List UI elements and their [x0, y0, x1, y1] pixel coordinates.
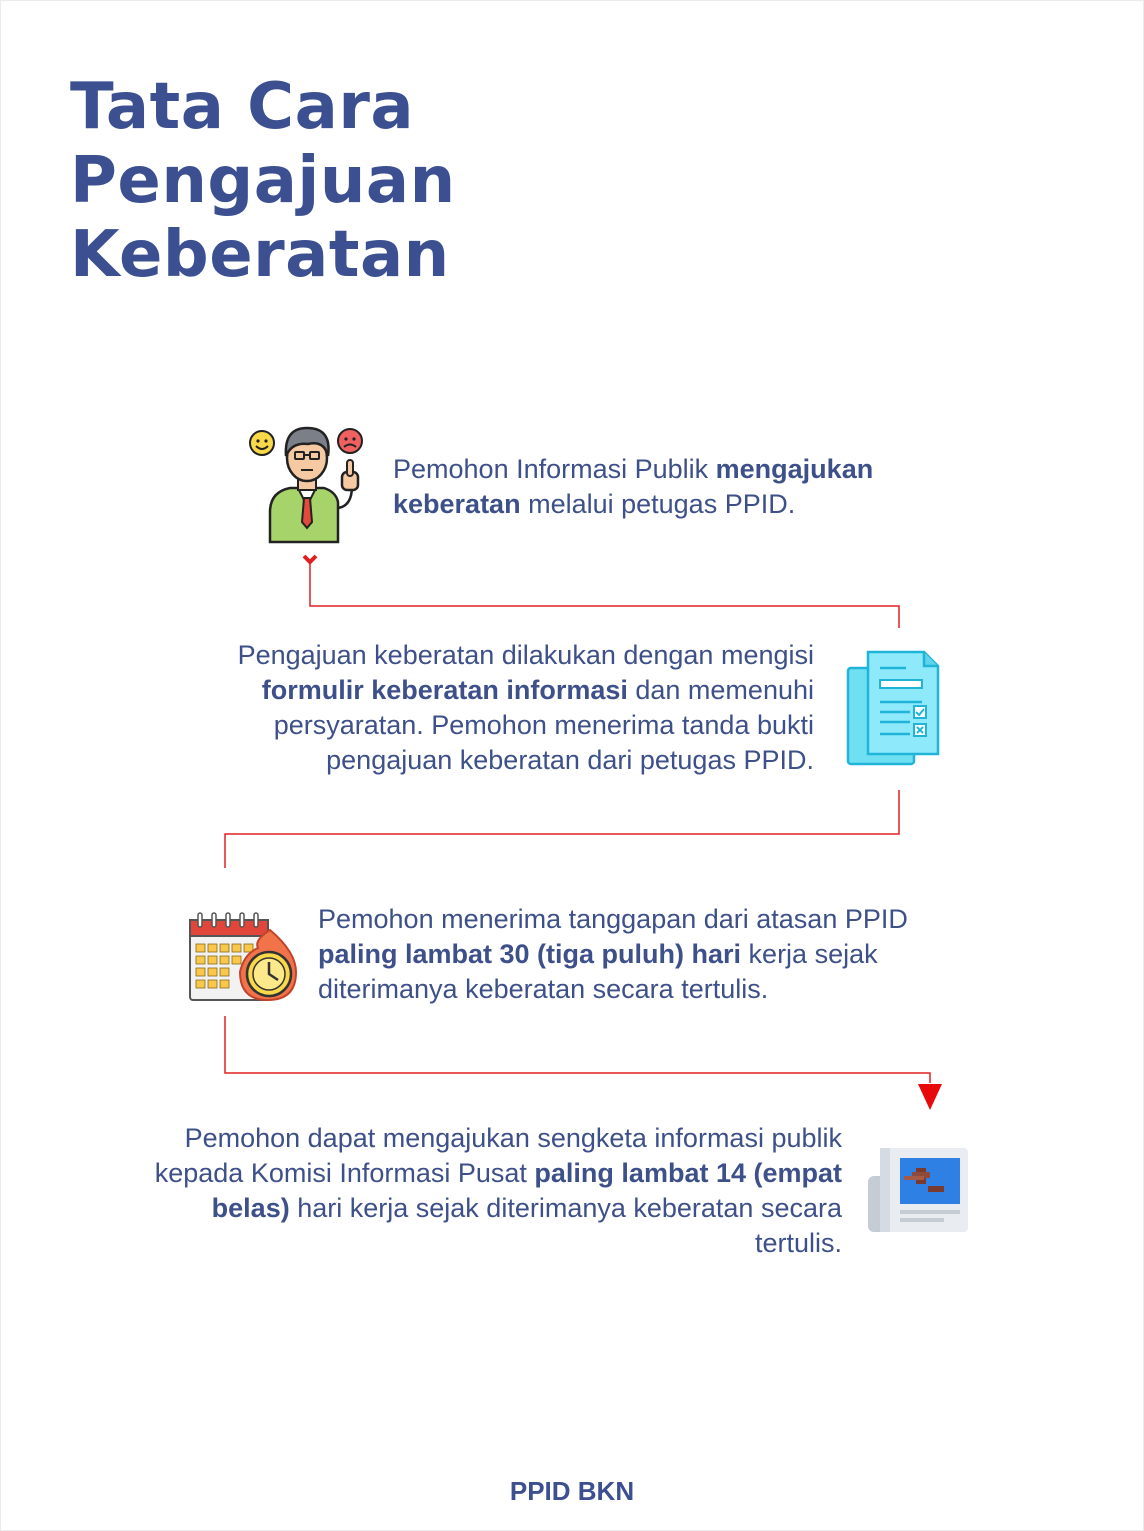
- title-line-3: Keberatan: [70, 218, 450, 292]
- step-3-text-part-1: Pemohon menerima tanggapan dari atasan PPID: [318, 904, 908, 934]
- calendar-deadline-icon: [188, 910, 300, 1004]
- step-2-text: [150, 638, 814, 778]
- step-1-text: [393, 452, 953, 522]
- person-feedback-icon: [246, 422, 368, 544]
- step-4-text: [140, 1121, 842, 1261]
- step-2-text-part-3: dan memenuhi persyaratan. Pemohon menerima tanda bukti pengajuan keberatan dari petugas PPID.: [273, 675, 814, 775]
- step-3-text-emphasis: paling lambat 30 (tiga puluh) hari: [318, 939, 742, 969]
- court-news-icon: [866, 1146, 970, 1236]
- footer-brand: PPID BKN: [509, 1476, 635, 1506]
- step-1-text-part-3: melalui petugas PPID.: [520, 489, 796, 519]
- title-line-1: Tata Cara: [70, 70, 415, 144]
- step-3-text: [318, 902, 978, 1007]
- step-1-text-emphasis: mengajukan keberatan: [393, 454, 874, 519]
- step-4-text-part-3: hari kerja sejak diterimanya keberatan secara tertulis.: [289, 1193, 842, 1258]
- step-4-text-emphasis: paling lambat 14 (empat belas): [211, 1158, 842, 1223]
- step-1-text-part-1: Pemohon Informasi Publik: [393, 454, 716, 484]
- step-3-text-part-3: kerja sejak diterimanya keberatan secara tertulis.: [318, 939, 878, 1004]
- form-document-icon: [846, 650, 942, 770]
- title-line-2: Pengajuan: [70, 144, 456, 218]
- step-2-text-emphasis: formulir keberatan informasi: [261, 675, 628, 705]
- step-4-text-part-1: Pemohon dapat mengajukan sengketa informasi publik kepada Komisi Informasi Pusat: [154, 1123, 842, 1188]
- step-2-text-part-1: Pengajuan keberatan dilakukan dengan mengisi: [237, 640, 814, 670]
- arrow-down-icon: [918, 1084, 942, 1110]
